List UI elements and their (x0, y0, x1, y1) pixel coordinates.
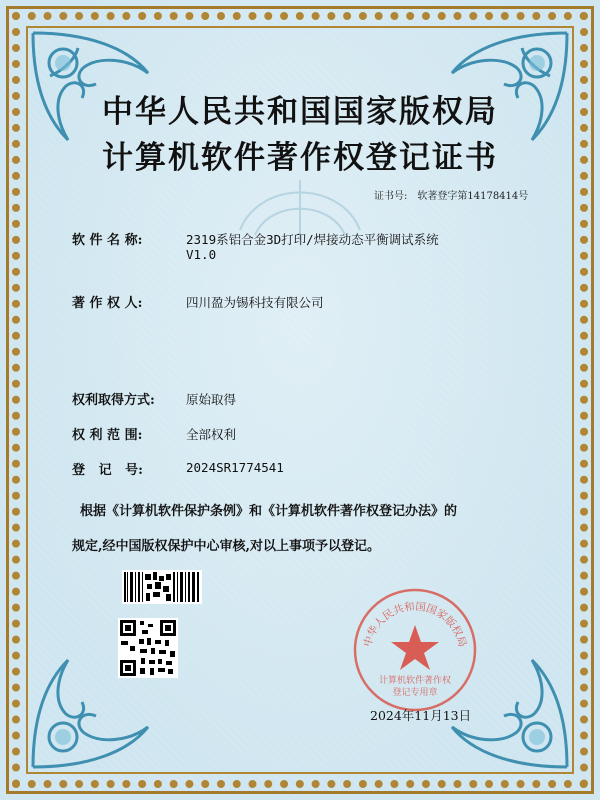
barcode (122, 570, 202, 604)
certificate-number (374, 187, 528, 202)
certificate-number-label: 证书号: (374, 191, 408, 202)
rights-scope-value: 全部权利 (186, 427, 237, 442)
registration-number-label: 登 记 号: (72, 463, 143, 478)
rights-scope-label: 权 利 范 围: (72, 428, 143, 443)
seal-star-icon (391, 625, 439, 670)
software-version-value: V1.0 (186, 247, 217, 262)
software-name-value: 2319系铝合金3D打印/焊接动态平衡调试系统 (186, 232, 439, 247)
certificate-title-line2: 计算机软件著作权登记证书 (102, 140, 498, 176)
seal-text-bottom-1: 计算机软件著作权 (378, 676, 452, 686)
issue-date: 2024年11月13日 (370, 708, 472, 723)
official-seal (350, 585, 480, 715)
seal-text-bottom-2: 登记专用章 (392, 688, 438, 698)
copyright-owner-label: 著 作 权 人: (72, 296, 143, 311)
rights-scope-row (72, 424, 182, 443)
acquisition-method-value: 原始取得 (186, 392, 237, 407)
acquisition-method-label: 权利取得方式: (72, 393, 155, 408)
registration-number-row (72, 459, 182, 478)
qr-code (118, 618, 178, 678)
software-name-row (72, 229, 182, 248)
certificate-number-value: 软著登字第14178414号 (417, 191, 529, 202)
acquisition-method-row (72, 389, 182, 408)
software-name-label: 软 件 名 称: (72, 233, 143, 248)
legal-basis-line1: 根据《计算机软件保护条例》和《计算机软件著作权登记办法》的 (80, 504, 458, 519)
copyright-owner-row (72, 292, 182, 311)
seal-text-top: 中华人民共和国国家版权局 (361, 600, 469, 649)
copyright-owner-value: 四川盈为锡科技有限公司 (186, 295, 324, 310)
certificate-title-line1: 中华人民共和国国家版权局 (102, 94, 498, 130)
registration-number-value: 2024SR1774541 (186, 460, 284, 475)
legal-basis-line2: 规定,经中国版权保护中心审核,对以上事项予以登记。 (72, 539, 381, 554)
